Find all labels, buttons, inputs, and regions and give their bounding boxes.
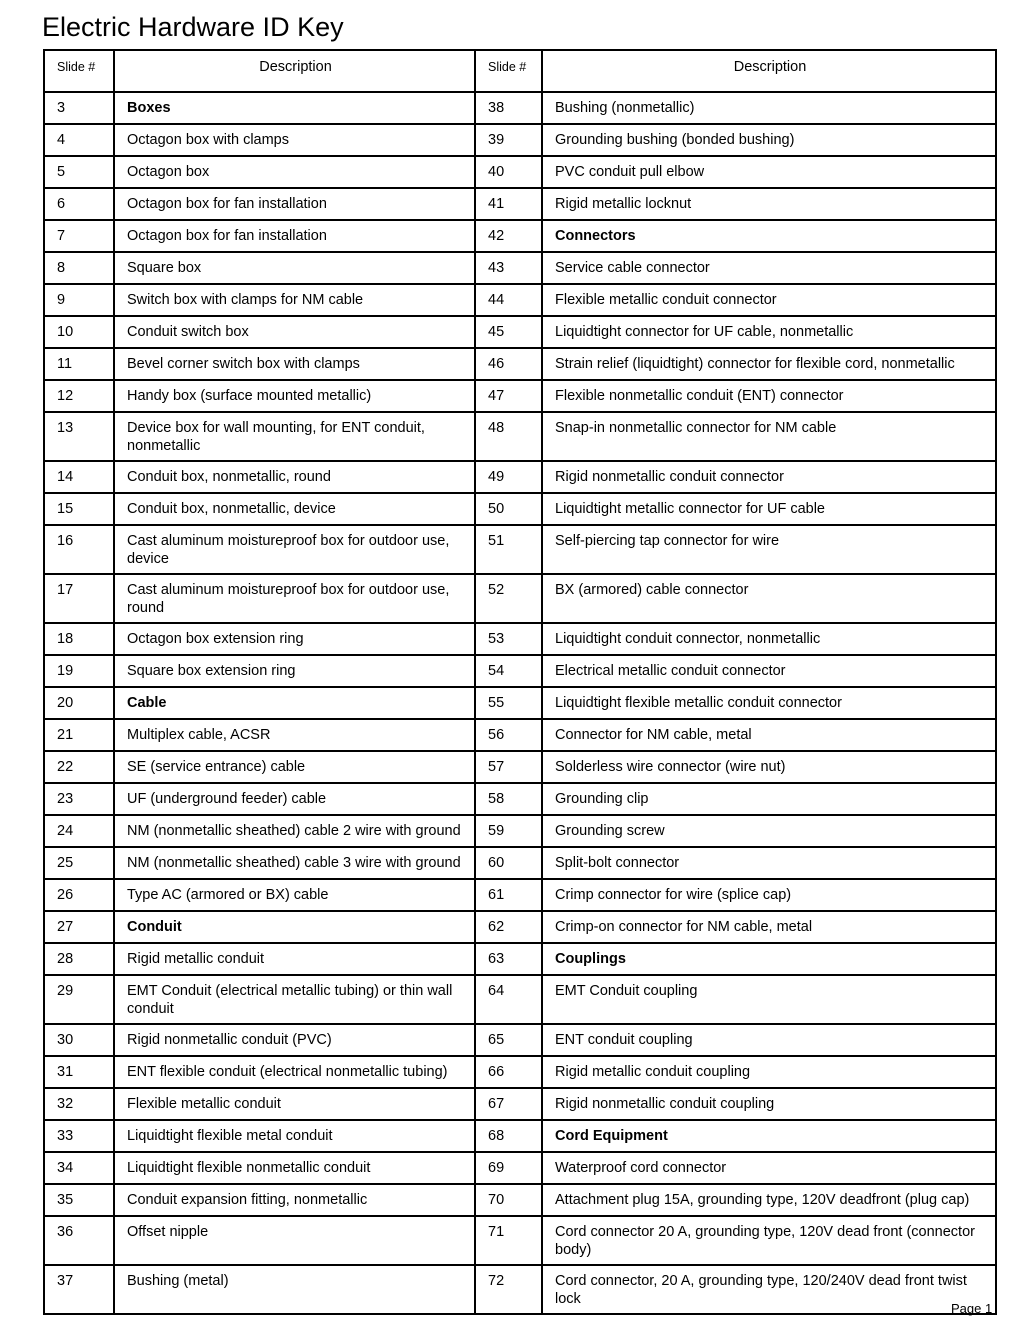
right-description: Rigid metallic conduit coupling [542,1056,996,1088]
right-description: Grounding clip [542,783,996,815]
right-slide-header: Slide # [475,50,542,92]
left-description: Boxes [114,92,475,124]
left-slide-number: 15 [44,493,114,525]
left-slide-number: 14 [44,461,114,493]
left-description: ENT flexible conduit (electrical nonmetallic tubing) [114,1056,475,1088]
table-row [44,1152,996,1184]
left-slide-number: 26 [44,879,114,911]
left-description: Switch box with clamps for NM cable [114,284,475,316]
right-slide-number: 58 [475,783,542,815]
table-row [44,188,996,220]
left-description: NM (nonmetallic sheathed) cable 3 wire with ground [114,847,475,879]
right-slide-number: 68 [475,1120,542,1152]
right-description: Rigid metallic locknut [542,188,996,220]
page-title: Electric Hardware ID Key [42,12,344,42]
right-description: Flexible nonmetallic conduit (ENT) connector [542,380,996,412]
left-slide-number: 8 [44,252,114,284]
left-slide-number: 29 [44,975,114,1024]
left-description: Conduit box, nonmetallic, device [114,493,475,525]
table-row [44,1184,996,1216]
right-description: Cord Equipment [542,1120,996,1152]
table-row [44,719,996,751]
right-slide-number: 45 [475,316,542,348]
left-slide-number: 30 [44,1024,114,1056]
table-row [44,220,996,252]
left-slide-number: 5 [44,156,114,188]
table-row [44,911,996,943]
right-slide-number: 50 [475,493,542,525]
left-description: Type AC (armored or BX) cable [114,879,475,911]
left-slide-number: 11 [44,348,114,380]
right-description: Liquidtight flexible metallic conduit connector [542,687,996,719]
left-description: Cable [114,687,475,719]
right-slide-number: 69 [475,1152,542,1184]
left-slide-number: 19 [44,655,114,687]
table-row [44,1056,996,1088]
table-row [44,574,996,623]
table-row [44,1024,996,1056]
right-description: EMT Conduit coupling [542,975,996,1024]
left-description: Rigid metallic conduit [114,943,475,975]
right-slide-number: 60 [475,847,542,879]
right-slide-number: 49 [475,461,542,493]
left-slide-number: 28 [44,943,114,975]
right-description: Solderless wire connector (wire nut) [542,751,996,783]
table-row [44,815,996,847]
left-description: Conduit switch box [114,316,475,348]
right-description: Liquidtight connector for UF cable, nonmetallic [542,316,996,348]
left-description: Offset nipple [114,1216,475,1265]
left-slide-number: 22 [44,751,114,783]
table-row [44,412,996,461]
table-header-row [44,50,996,92]
right-description: Connectors [542,220,996,252]
left-slide-number: 21 [44,719,114,751]
left-slide-number: 10 [44,316,114,348]
right-description-header: Description [542,50,996,92]
left-description: Bevel corner switch box with clamps [114,348,475,380]
right-slide-number: 44 [475,284,542,316]
right-description: PVC conduit pull elbow [542,156,996,188]
right-description: ENT conduit coupling [542,1024,996,1056]
right-description: BX (armored) cable connector [542,574,996,623]
table-row [44,461,996,493]
right-slide-number: 55 [475,687,542,719]
right-slide-number: 66 [475,1056,542,1088]
left-description: SE (service entrance) cable [114,751,475,783]
right-description: Rigid nonmetallic conduit connector [542,461,996,493]
right-description: Bushing (nonmetallic) [542,92,996,124]
right-description: Grounding screw [542,815,996,847]
right-description: Strain relief (liquidtight) connector for flexible cord, nonmetallic [542,348,996,380]
table-row [44,380,996,412]
left-description-header: Description [114,50,475,92]
left-slide-number: 33 [44,1120,114,1152]
left-slide-number: 13 [44,412,114,461]
right-slide-number: 62 [475,911,542,943]
right-description: Connector for NM cable, metal [542,719,996,751]
table-row [44,847,996,879]
left-slide-number: 34 [44,1152,114,1184]
table-row [44,252,996,284]
left-description: UF (underground feeder) cable [114,783,475,815]
left-description: Rigid nonmetallic conduit (PVC) [114,1024,475,1056]
left-description: Handy box (surface mounted metallic) [114,380,475,412]
right-slide-number: 42 [475,220,542,252]
right-slide-number: 67 [475,1088,542,1120]
table-row [44,348,996,380]
left-slide-number: 18 [44,623,114,655]
left-description: Device box for wall mounting, for ENT conduit, nonmetallic [114,412,475,461]
table-row [44,284,996,316]
right-slide-number: 38 [475,92,542,124]
table-row [44,751,996,783]
table-row [44,1088,996,1120]
right-slide-number: 63 [475,943,542,975]
left-description: Octagon box for fan installation [114,220,475,252]
left-description: Octagon box extension ring [114,623,475,655]
left-slide-number: 35 [44,1184,114,1216]
right-slide-number: 43 [475,252,542,284]
table-row [44,879,996,911]
table-row [44,92,996,124]
right-slide-number: 52 [475,574,542,623]
right-description: Couplings [542,943,996,975]
left-description: Cast aluminum moistureproof box for outdoor use, device [114,525,475,574]
right-description: Crimp connector for wire (splice cap) [542,879,996,911]
left-description: Cast aluminum moistureproof box for outdoor use, round [114,574,475,623]
left-description: Bushing (metal) [114,1265,475,1314]
page-number: Page 1 [951,1301,993,1316]
right-slide-number: 46 [475,348,542,380]
right-description: Waterproof cord connector [542,1152,996,1184]
table-row [44,623,996,655]
left-slide-number: 17 [44,574,114,623]
left-description: NM (nonmetallic sheathed) cable 2 wire with ground [114,815,475,847]
left-slide-number: 20 [44,687,114,719]
table-row [44,156,996,188]
left-slide-number: 6 [44,188,114,220]
right-description: Liquidtight metallic connector for UF cable [542,493,996,525]
left-slide-number: 32 [44,1088,114,1120]
left-slide-number: 4 [44,124,114,156]
left-slide-number: 37 [44,1265,114,1314]
table-row [44,316,996,348]
right-slide-number: 59 [475,815,542,847]
left-description: Conduit expansion fitting, nonmetallic [114,1184,475,1216]
left-slide-number: 27 [44,911,114,943]
left-description: Conduit [114,911,475,943]
right-slide-number: 47 [475,380,542,412]
left-slide-number: 7 [44,220,114,252]
right-slide-number: 70 [475,1184,542,1216]
left-slide-number: 23 [44,783,114,815]
right-slide-number: 64 [475,975,542,1024]
right-description: Self-piercing tap connector for wire [542,525,996,574]
left-description: Octagon box with clamps [114,124,475,156]
left-description: Liquidtight flexible nonmetallic conduit [114,1152,475,1184]
right-slide-number: 40 [475,156,542,188]
table-row [44,493,996,525]
right-description: Flexible metallic conduit connector [542,284,996,316]
table-row [44,525,996,574]
right-description: Snap-in nonmetallic connector for NM cable [542,412,996,461]
left-slide-header: Slide # [44,50,114,92]
right-slide-number: 57 [475,751,542,783]
right-slide-number: 72 [475,1265,542,1314]
right-slide-number: 41 [475,188,542,220]
right-description: Cord connector, 20 A, grounding type, 120/240V dead front twist lock [542,1265,996,1314]
right-description: Service cable connector [542,252,996,284]
left-description: Flexible metallic conduit [114,1088,475,1120]
left-description: Octagon box [114,156,475,188]
left-slide-number: 24 [44,815,114,847]
right-slide-number: 48 [475,412,542,461]
right-slide-number: 71 [475,1216,542,1265]
right-slide-number: 39 [475,124,542,156]
table-row [44,1216,996,1265]
table-row [44,783,996,815]
right-description: Cord connector 20 A, grounding type, 120V dead front (connector body) [542,1216,996,1265]
right-description: Crimp-on connector for NM cable, metal [542,911,996,943]
left-description: Conduit box, nonmetallic, round [114,461,475,493]
right-slide-number: 53 [475,623,542,655]
left-slide-number: 25 [44,847,114,879]
table-row [44,124,996,156]
table-row [44,687,996,719]
left-slide-number: 16 [44,525,114,574]
right-slide-number: 51 [475,525,542,574]
left-slide-number: 9 [44,284,114,316]
left-description: Square box [114,252,475,284]
left-slide-number: 12 [44,380,114,412]
right-description: Grounding bushing (bonded bushing) [542,124,996,156]
left-description: Multiplex cable, ACSR [114,719,475,751]
right-slide-number: 65 [475,1024,542,1056]
right-slide-number: 54 [475,655,542,687]
hardware-id-table [43,49,997,1315]
table-row [44,943,996,975]
right-description: Electrical metallic conduit connector [542,655,996,687]
right-description: Rigid nonmetallic conduit coupling [542,1088,996,1120]
table-row [44,1265,996,1314]
left-description: Octagon box for fan installation [114,188,475,220]
table-row [44,1120,996,1152]
left-description: EMT Conduit (electrical metallic tubing) or thin wall conduit [114,975,475,1024]
right-slide-number: 56 [475,719,542,751]
table-row [44,655,996,687]
right-description: Split-bolt connector [542,847,996,879]
left-slide-number: 36 [44,1216,114,1265]
right-slide-number: 61 [475,879,542,911]
right-description: Attachment plug 15A, grounding type, 120V deadfront (plug cap) [542,1184,996,1216]
table-row [44,975,996,1024]
right-description: Liquidtight conduit connector, nonmetallic [542,623,996,655]
left-description: Square box extension ring [114,655,475,687]
left-slide-number: 3 [44,92,114,124]
left-slide-number: 31 [44,1056,114,1088]
left-description: Liquidtight flexible metal conduit [114,1120,475,1152]
